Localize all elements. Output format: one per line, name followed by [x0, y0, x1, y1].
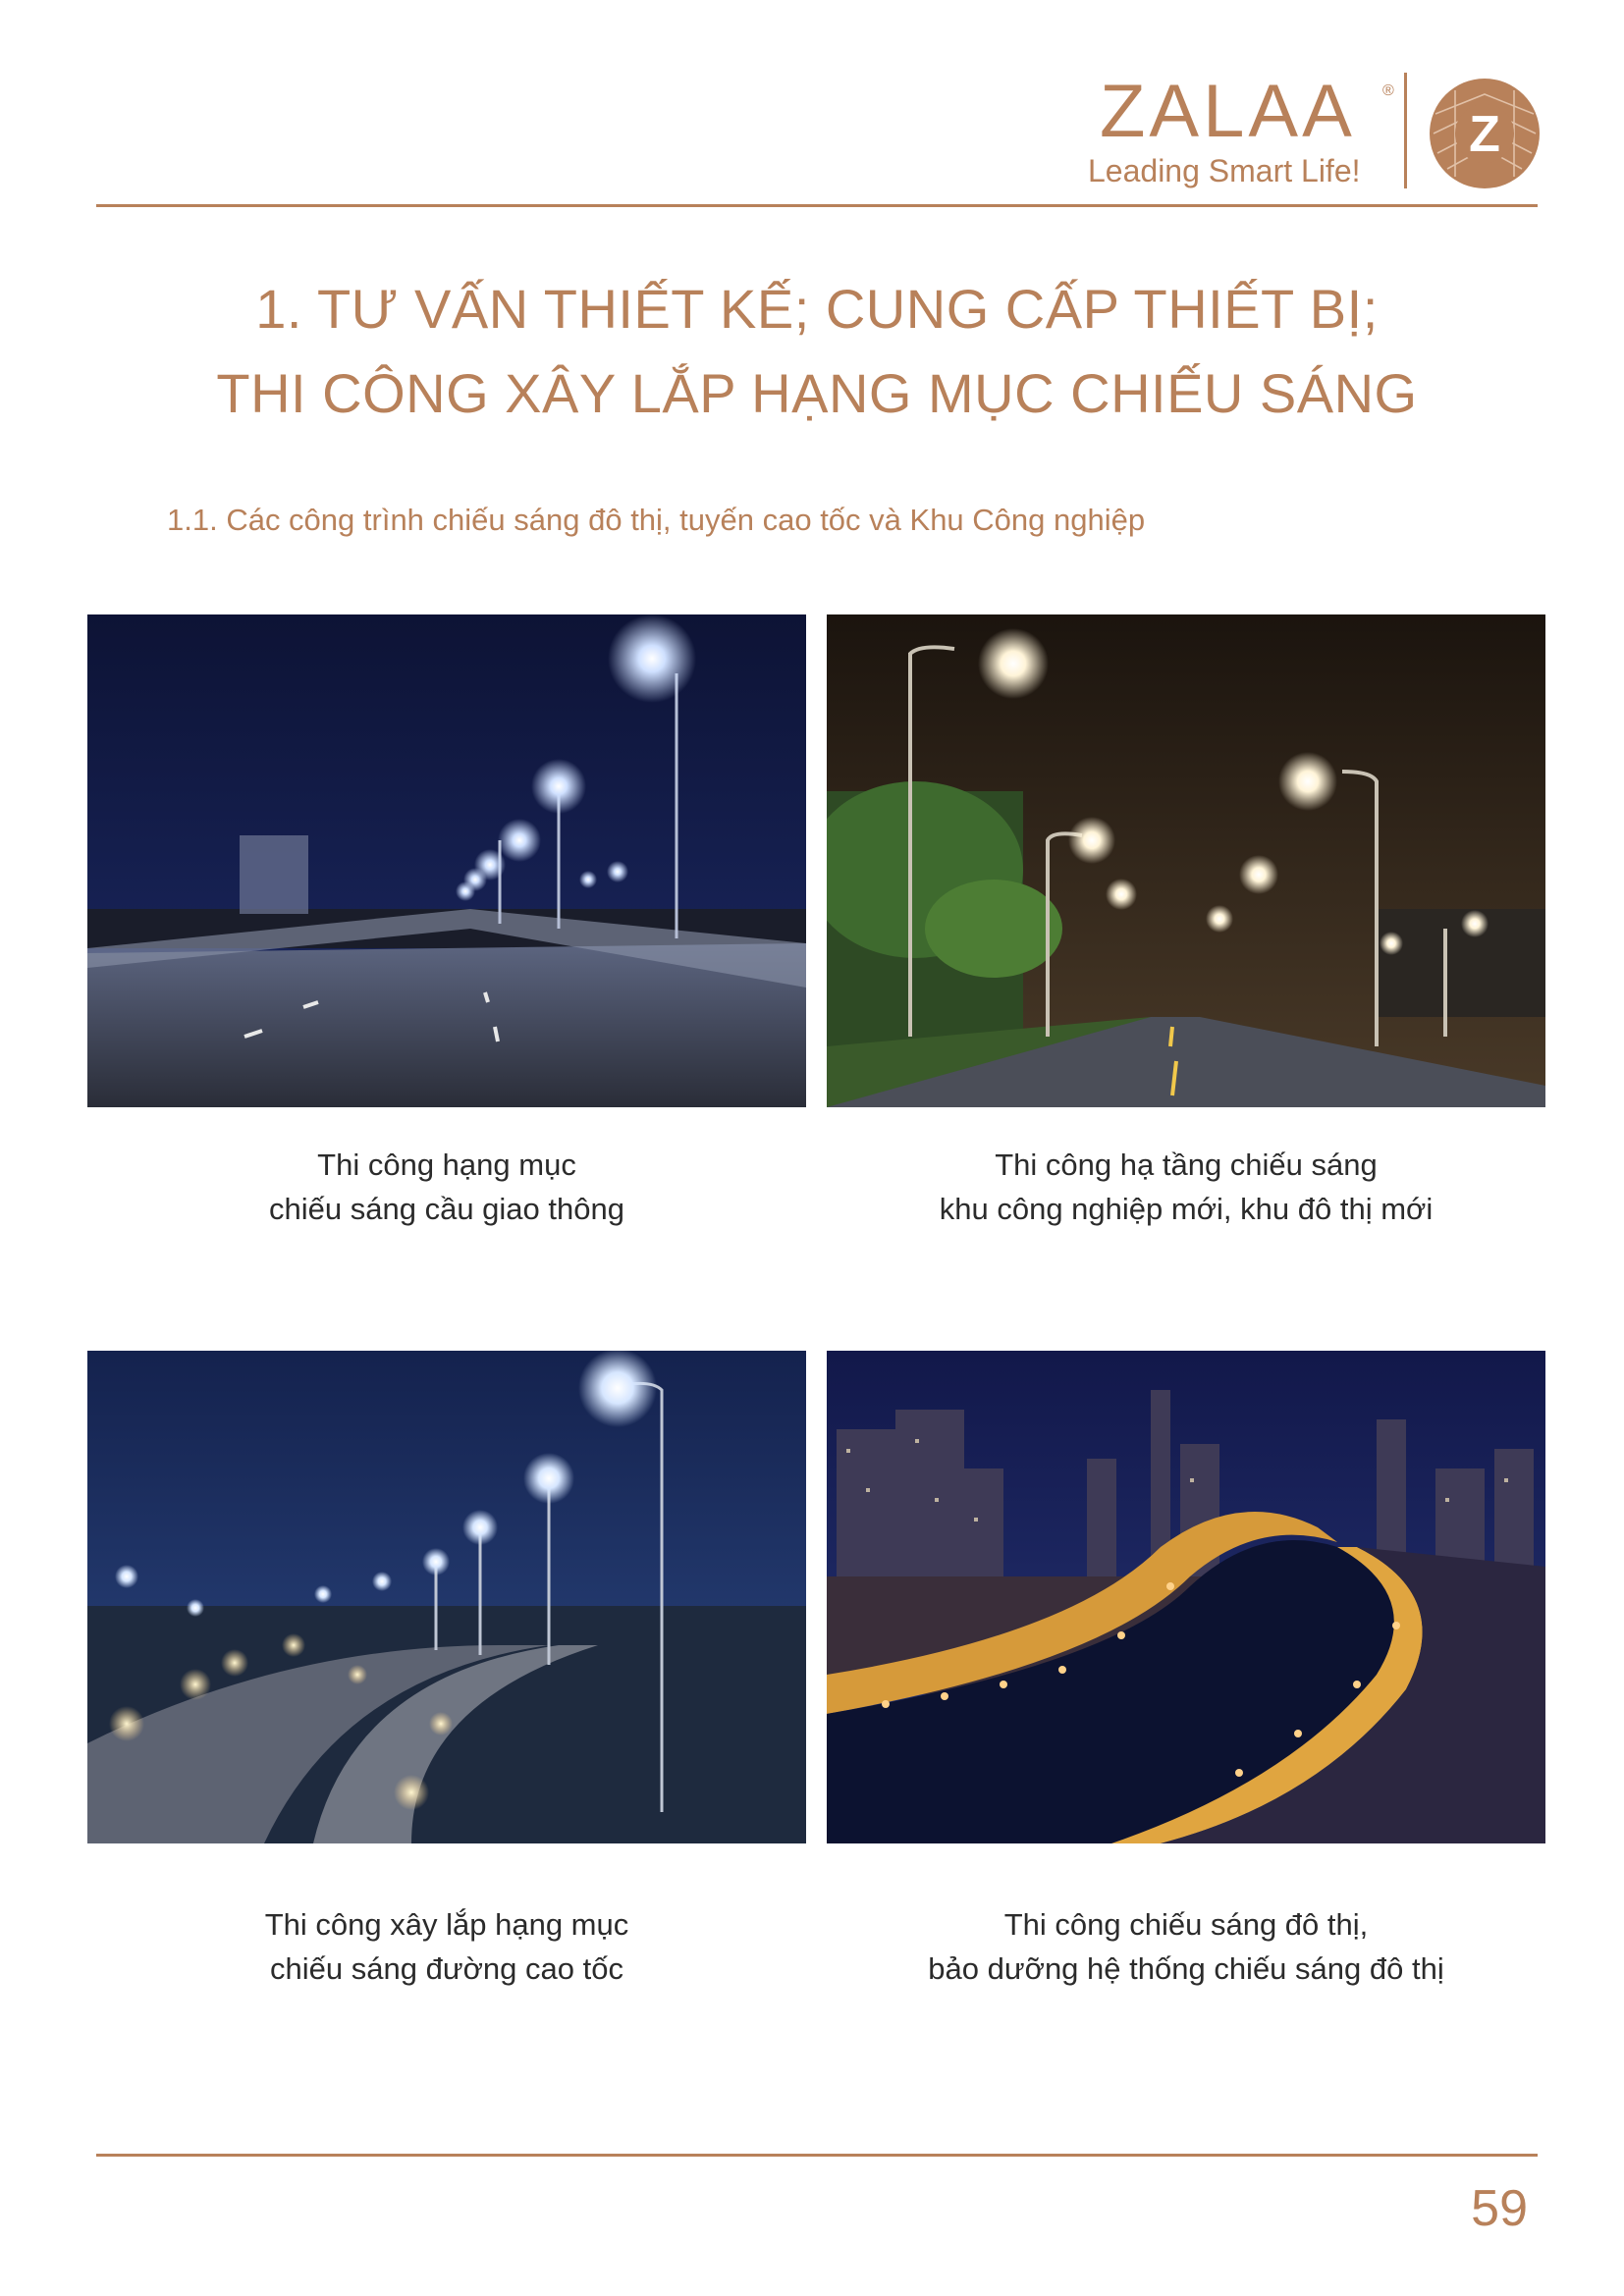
caption-line: Thi công chiếu sáng đô thị,	[1003, 1907, 1369, 1942]
photo-industrial-park-lighting	[827, 614, 1545, 1107]
section-title-line-2: THI CÔNG XÂY LẮP HẠNG MỤC CHIẾU SÁNG	[216, 362, 1418, 424]
brand-header	[1051, 69, 1561, 206]
brand-tagline: Leading Smart Life!	[1088, 153, 1361, 188]
registered-mark: ®	[1382, 82, 1394, 99]
subsection-title: 1.1. Các công trình chiếu sáng đô thị, tuyến cao tốc và Khu Công nghiệp	[167, 503, 1146, 537]
page-number: 59	[1471, 2180, 1528, 2237]
caption-line: khu công nghiệp mới, khu đô thị mới	[939, 1192, 1434, 1226]
brand-name: ZALAA	[1100, 70, 1356, 153]
caption-line: Thi công hạng mục	[317, 1148, 576, 1182]
caption-urban-lighting	[827, 1902, 1545, 1991]
caption-line: Thi công xây lắp hạng mục	[264, 1907, 629, 1942]
caption-industrial-park-lighting	[827, 1143, 1545, 1231]
photo-bridge-lighting	[87, 614, 806, 1107]
brand-emblem-icon	[1426, 75, 1543, 192]
caption-expressway-lighting	[87, 1902, 806, 1991]
photo-expressway-lighting	[87, 1351, 806, 1843]
section-title	[96, 267, 1538, 436]
section-title-line-1: 1. TƯ VẤN THIẾT KẾ; CUNG CẤP THIẾT BỊ;	[255, 278, 1379, 340]
photo-urban-lighting	[827, 1351, 1545, 1843]
caption-line: chiếu sáng đường cao tốc	[270, 1951, 623, 1986]
emblem-letter: Z	[1469, 106, 1500, 163]
caption-line: bảo dưỡng hệ thống chiếu sáng đô thị	[928, 1951, 1444, 1986]
caption-line: chiếu sáng cầu giao thông	[269, 1192, 624, 1226]
brand-divider	[1404, 73, 1407, 188]
header-rule	[96, 204, 1538, 207]
caption-line: Thi công hạ tầng chiếu sáng	[995, 1148, 1378, 1182]
caption-bridge-lighting	[87, 1143, 806, 1231]
footer-rule	[96, 2154, 1538, 2157]
